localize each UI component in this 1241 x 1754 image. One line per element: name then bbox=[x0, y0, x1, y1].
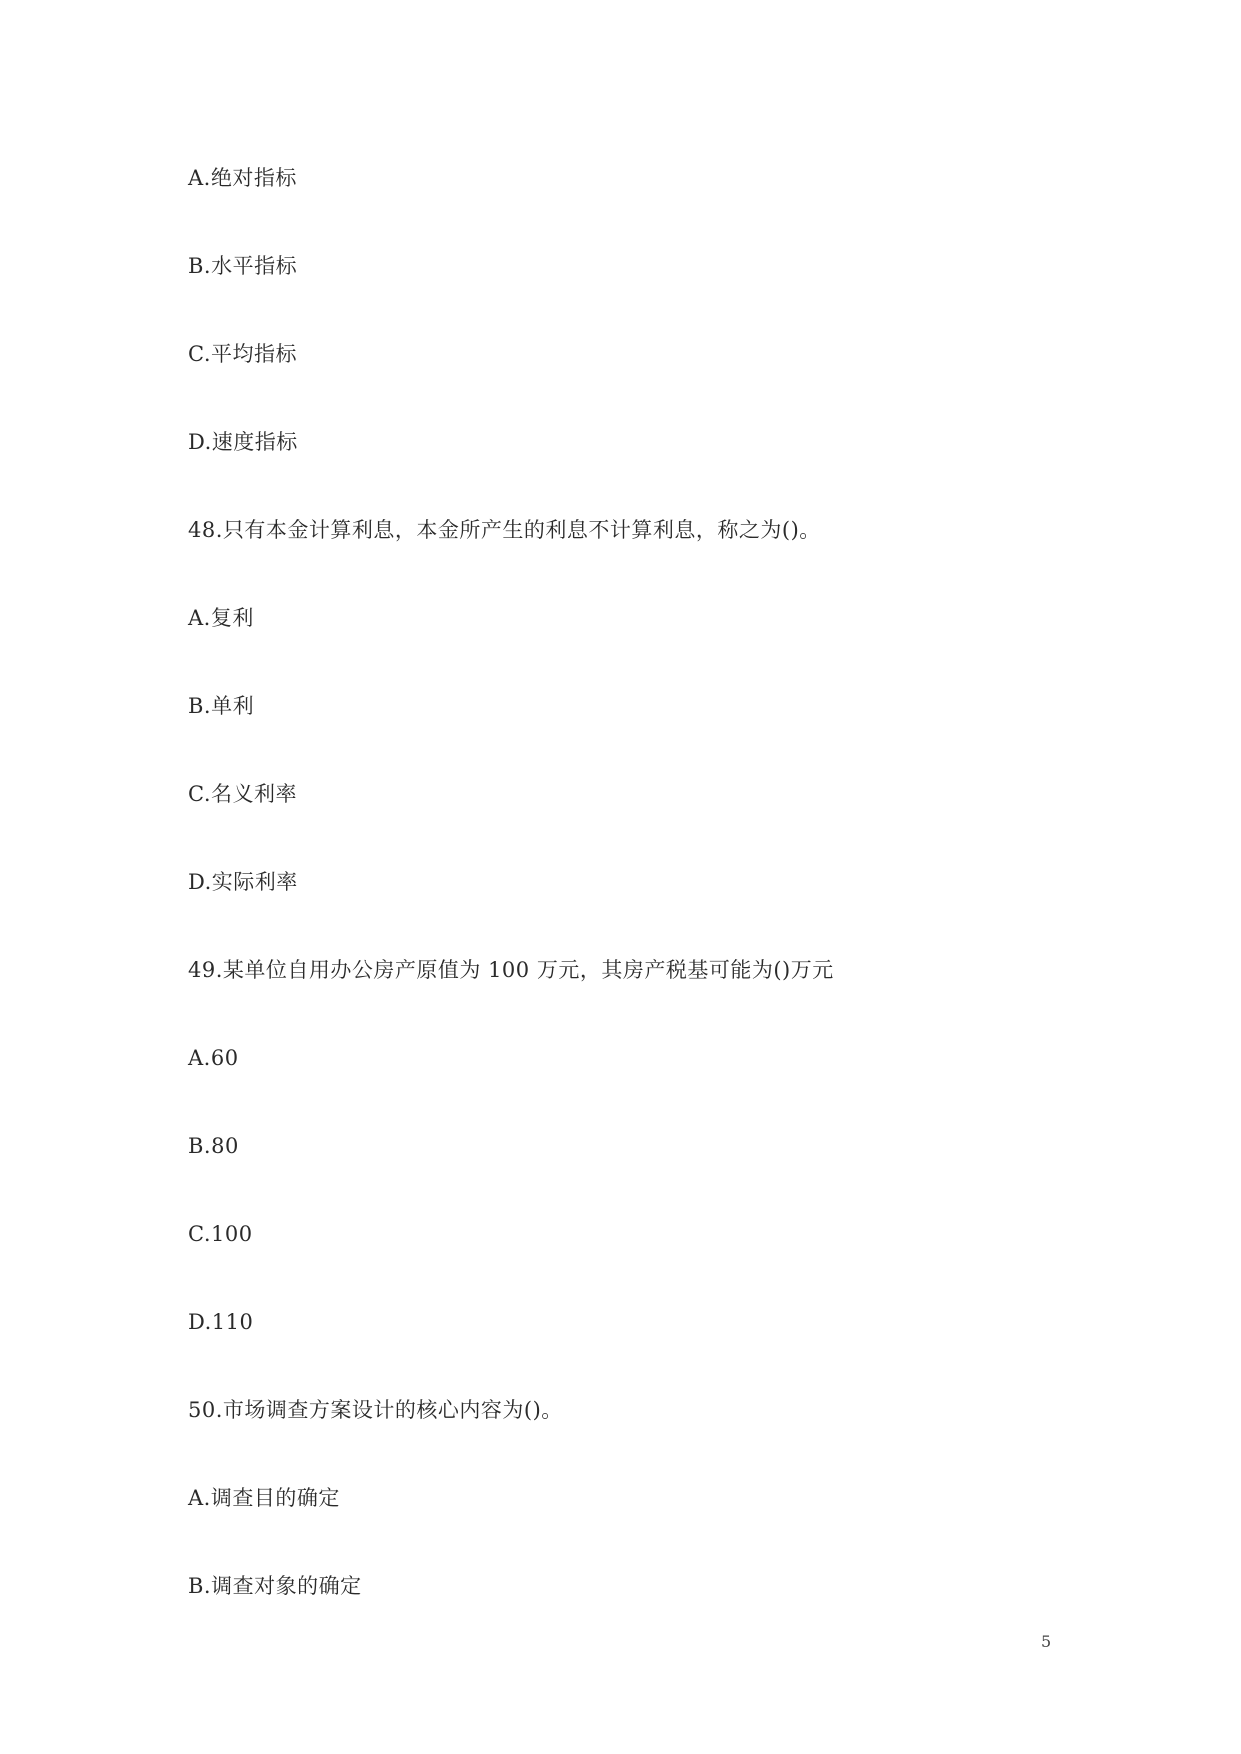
option-line: B.80 bbox=[188, 1134, 239, 1158]
option-line: A.复利 bbox=[188, 606, 254, 630]
option-line: A.绝对指标 bbox=[188, 166, 297, 190]
option-line: A.调查目的确定 bbox=[188, 1486, 340, 1510]
option-line: D.110 bbox=[188, 1310, 254, 1334]
option-line: A.60 bbox=[188, 1046, 239, 1070]
option-line: C.平均指标 bbox=[188, 342, 297, 366]
option-line: B.单利 bbox=[188, 694, 255, 718]
option-line: B.调查对象的确定 bbox=[188, 1574, 362, 1598]
option-line: C.名义利率 bbox=[188, 782, 297, 806]
option-line: C.100 bbox=[188, 1222, 253, 1246]
question-line: 48.只有本金计算利息，本金所产生的利息不计算利息，称之为()。 bbox=[188, 518, 821, 542]
question-line: 49.某单位自用办公房产原值为 100 万元，其房产税基可能为()万元 bbox=[188, 958, 834, 982]
option-line: D.速度指标 bbox=[188, 430, 298, 454]
page-number: 5 bbox=[1041, 1632, 1052, 1651]
option-line: B.水平指标 bbox=[188, 254, 298, 278]
question-line: 50.市场调查方案设计的核心内容为()。 bbox=[188, 1398, 563, 1422]
option-line: D.实际利率 bbox=[188, 870, 298, 894]
